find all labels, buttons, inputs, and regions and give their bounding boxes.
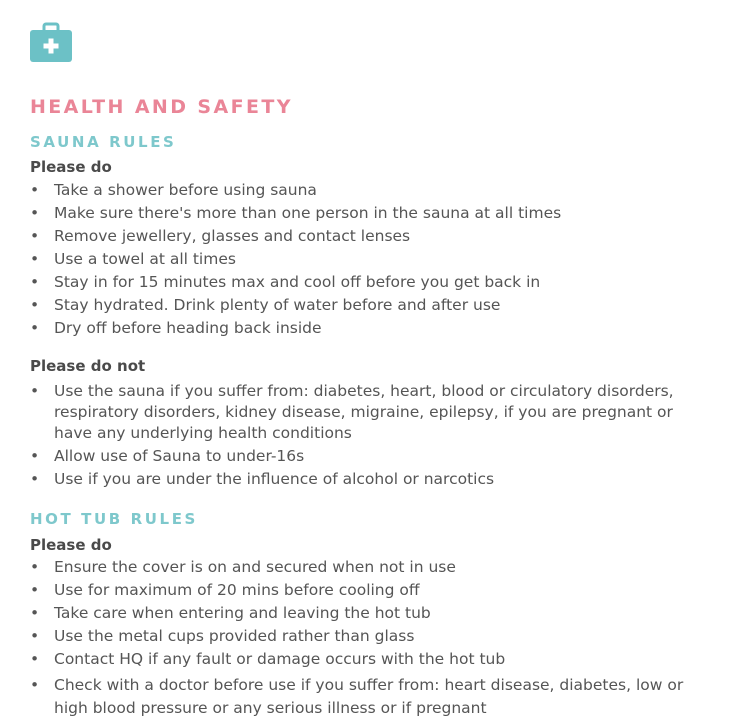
list-item: • Take care when entering and leaving the hot tub [30, 604, 720, 623]
list-item: • Contact HQ if any fault or damage occurs with the hot tub [30, 650, 720, 669]
list-item: • Allow use of Sauna to under-16s [30, 447, 720, 466]
list-item: • Stay in for 15 minutes max and cool off before you get back in [30, 273, 720, 292]
sauna-do-heading: Please do [30, 158, 112, 176]
list-item: • Use the sauna if you suffer from: diabetes, heart, blood or circulatory disorders, respiratory disorders, kidney disease, migraine, epilepsy, if you are pregnant or have any underlying health conditions [30, 381, 694, 444]
list-item: • Use if you are under the influence of alcohol or narcotics [30, 470, 720, 489]
first-aid-kit-icon [30, 22, 72, 62]
sauna-do-list [30, 181, 720, 342]
hot-tub-do-list [30, 558, 720, 724]
list-item: • Use a towel at all times [30, 250, 720, 269]
hot-tub-rules-heading: HOT TUB RULES [30, 510, 198, 528]
list-item: • Take a shower before using sauna [30, 181, 720, 200]
page-title: HEALTH AND SAFETY [30, 96, 293, 118]
sauna-do-not-heading: Please do not [30, 357, 146, 375]
hot-tub-do-heading: Please do [30, 536, 112, 554]
list-item: • Stay hydrated. Drink plenty of water before and after use [30, 296, 720, 315]
list-item: • Use for maximum of 20 mins before cooling off [30, 581, 720, 600]
list-item: • Remove jewellery, glasses and contact lenses [30, 227, 720, 246]
list-item: • Use the metal cups provided rather than glass [30, 627, 720, 646]
list-item: • Make sure there's more than one person in the sauna at all times [30, 204, 720, 223]
list-item: • Ensure the cover is on and secured when not in use [30, 558, 720, 577]
sauna-rules-heading: SAUNA RULES [30, 133, 177, 151]
list-item: • Dry off before heading back inside [30, 319, 720, 338]
sauna-do-not-list [30, 381, 720, 489]
list-item: • Check with a doctor before use if you suffer from: heart disease, diabetes, low or high blood pressure or any serious illness or if pregnant [30, 674, 704, 720]
